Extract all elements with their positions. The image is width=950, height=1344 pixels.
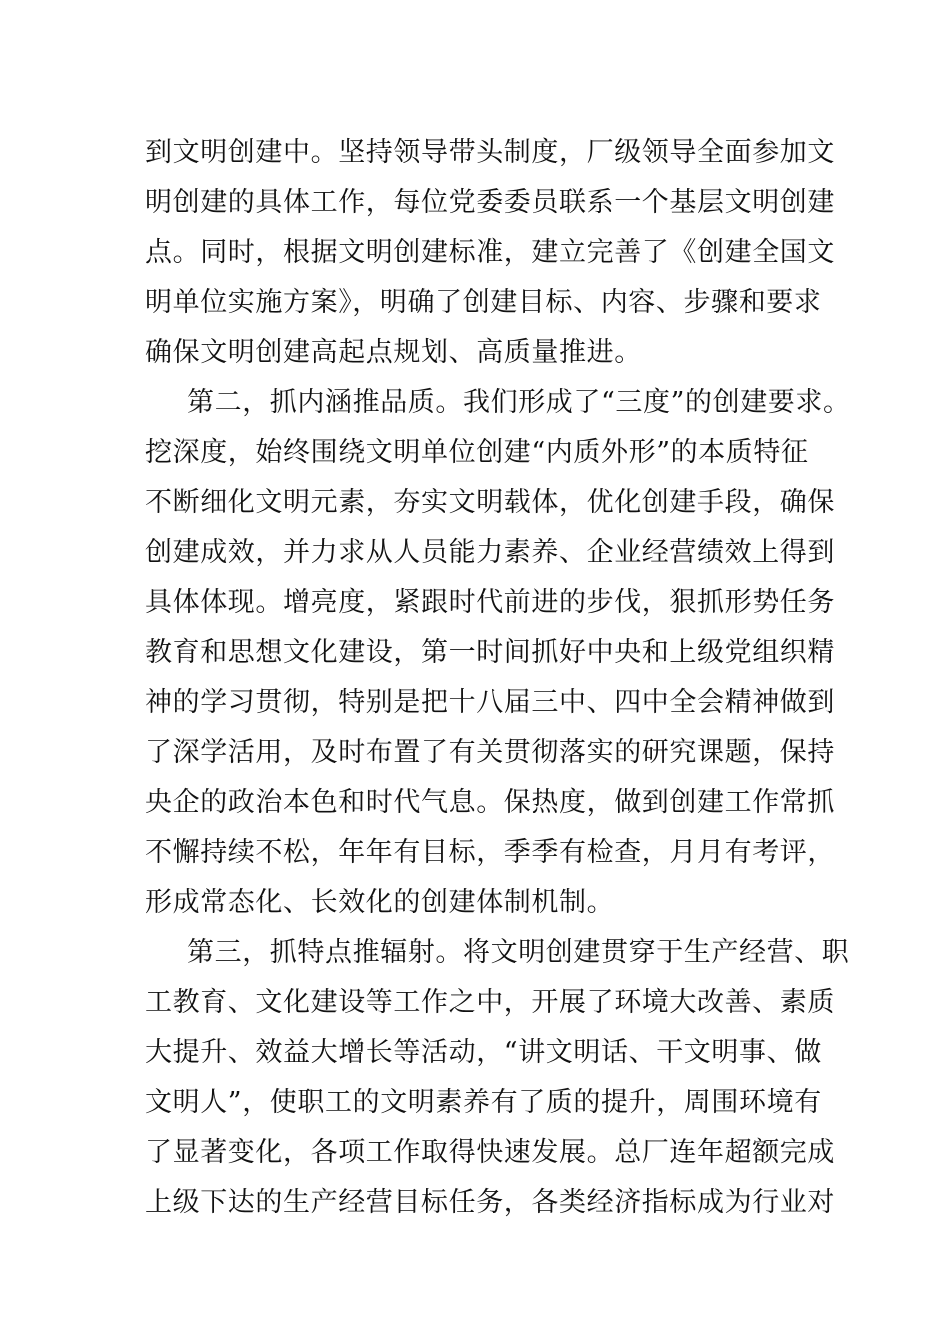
text-line: 明创建的具体工作，每位党委委员联系一个基层文明创建 bbox=[145, 187, 835, 218]
paragraph-start-line: 第二，抓内涵推品质。我们形成了“三度”的创建要求。 bbox=[187, 387, 851, 418]
text-line: 工教育、文化建设等工作之中，开展了环境大改善、素质 bbox=[145, 987, 835, 1018]
text-line: 神的学习贯彻，特别是把十八届三中、四中全会精神做到 bbox=[145, 687, 835, 718]
text-line: 确保文明创建高起点规划、高质量推进。 bbox=[145, 337, 642, 368]
text-line: 大提升、效益大增长等活动，“讲文明话、干文明事、做 bbox=[145, 1037, 822, 1068]
text-line: 创建成效，并力求从人员能力素养、企业经营绩效上得到 bbox=[145, 537, 835, 568]
text-line: 文明人”，使职工的文明素养有了质的提升，周围环境有 bbox=[145, 1087, 822, 1118]
text-line: 明单位实施方案》，明确了创建目标、内容、步骤和要求 bbox=[145, 287, 822, 318]
text-line: 具体体现。增亮度，紧跟时代前进的步伐，狠抓形势任务 bbox=[145, 587, 835, 618]
text-line: 形成常态化、长效化的创建体制机制。 bbox=[145, 887, 615, 918]
text-line: 到文明创建中。坚持领导带头制度，厂级领导全面参加文 bbox=[145, 137, 835, 168]
text-line: 教育和思想文化建设，第一时间抓好中央和上级党组织精 bbox=[145, 637, 835, 668]
text-line: 挖深度，始终围绕文明单位创建“内质外形”的本质特征 bbox=[145, 437, 809, 468]
text-line: 上级下达的生产经营目标任务，各类经济指标成为行业对 bbox=[145, 1187, 835, 1218]
text-line: 了深学活用，及时布置了有关贯彻落实的研究课题，保持 bbox=[145, 737, 835, 768]
text-line: 了显著变化，各项工作取得快速发展。总厂连年超额完成 bbox=[145, 1137, 835, 1168]
text-line: 央企的政治本色和时代气息。保热度，做到创建工作常抓 bbox=[145, 787, 835, 818]
body-text bbox=[145, 128, 851, 1228]
paragraph-start-line: 第三，抓特点推辐射。将文明创建贯穿于生产经营、职 bbox=[187, 937, 850, 968]
text-line: 不断细化文明元素，夯实文明载体，优化创建手段，确保 bbox=[145, 487, 835, 518]
text-line: 点。同时，根据文明创建标准，建立完善了《创建全国文 bbox=[145, 237, 835, 268]
text-line: 不懈持续不松，年年有目标，季季有检查，月月有考评， bbox=[145, 837, 835, 868]
